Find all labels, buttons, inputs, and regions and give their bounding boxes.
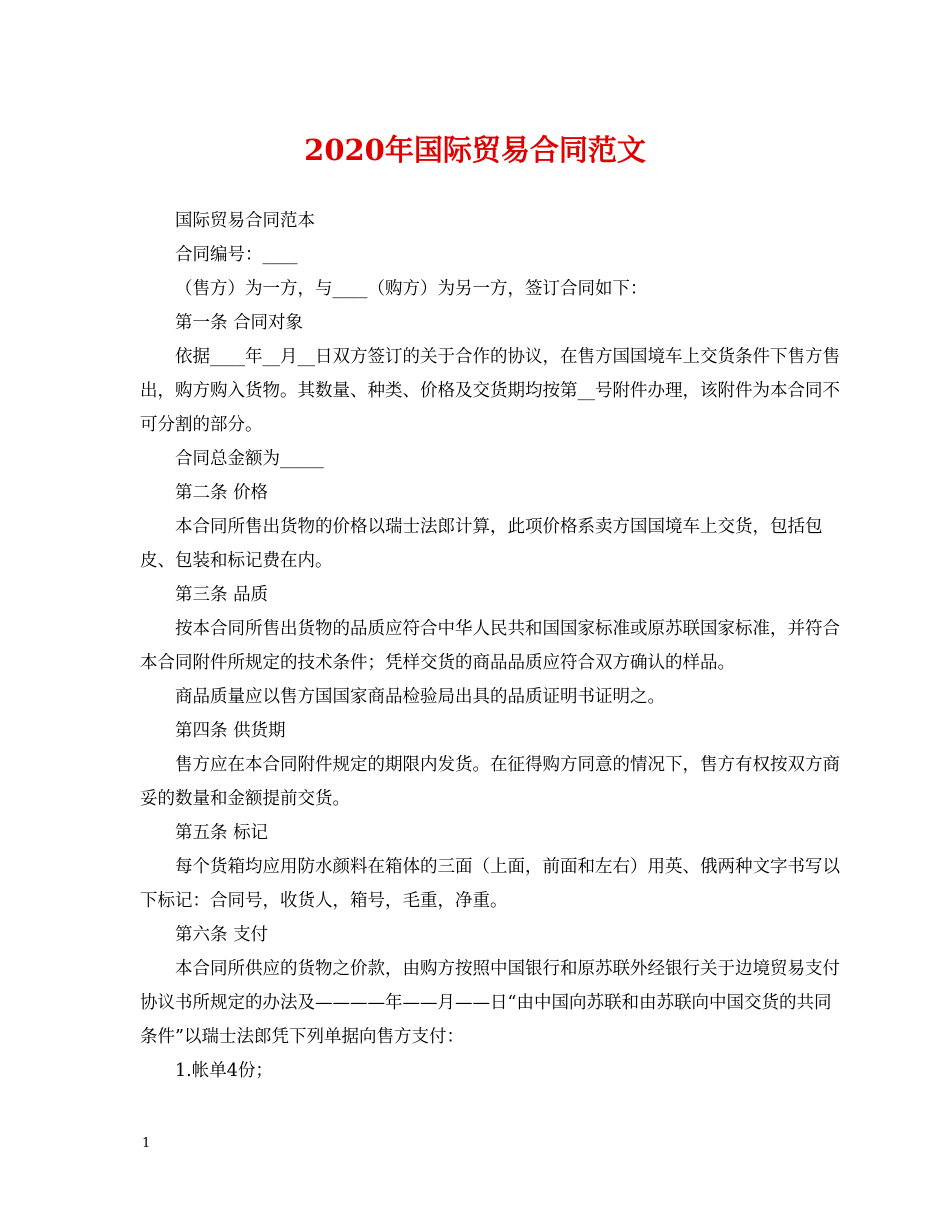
paragraph: 国际贸易合同范本 bbox=[175, 211, 315, 231]
paragraph: 按本合同所售出货物的品质应符合中华人民共和国国家标准或原苏联国家标准，并符合本合同附件所规定的技术条件；凭样交货的商品品质应符合双方确认的样品。 bbox=[140, 619, 840, 673]
section-heading: 第一条 合同对象 bbox=[175, 313, 304, 333]
paragraph: 依据____年__月__日双方签订的关于合作的协议，在售方国国境车上交货条件下售方售出，购方购入货物。其数量、种类、价格及交货期均按第__号附件办理，该附件为本合同不可分割的部分。 bbox=[140, 347, 840, 435]
paragraph: （售方）为一方，与____（购方）为另一方，签订合同如下： bbox=[175, 279, 648, 299]
paragraph: 合同总金额为_____ bbox=[175, 449, 324, 469]
section-heading: 第三条 品质 bbox=[175, 585, 269, 605]
paragraph: 本合同所售出货物的价格以瑞士法郎计算，此项价格系卖方国国境车上交货，包括包皮、包装和标记费在内。 bbox=[140, 517, 823, 571]
section-heading: 第四条 供货期 bbox=[175, 721, 286, 741]
paragraph: 售方应在本合同附件规定的期限内发货。在征得购方同意的情况下，售方有权按双方商妥的数量和金额提前交货。 bbox=[140, 755, 840, 809]
section-heading: 第六条 支付 bbox=[175, 925, 269, 945]
paragraph: 每个货箱均应用防水颜料在箱体的三面（上面，前面和左右）用英、俄两种文字书写以下标记：合同号，收货人，箱号，毛重，净重。 bbox=[140, 857, 840, 911]
list-item: 1.帐单4份； bbox=[175, 1061, 273, 1081]
paragraph: 本合同所供应的货物之价款，由购方按照中国银行和原苏联外经银行关于边境贸易支付协议书所规定的办法及————年——月——日“由中国向苏联和由苏联向中国交货的共同条件”以瑞士法郎凭下列单据向售方支付： bbox=[140, 959, 840, 1047]
paragraph: 商品质量应以售方国国家商品检验局出具的品质证明书证明之。 bbox=[175, 687, 665, 707]
document-body bbox=[140, 204, 840, 1088]
section-heading: 第二条 价格 bbox=[175, 483, 269, 503]
document-title: 2020年国际贸易合同范文 bbox=[304, 133, 646, 167]
section-heading: 第五条 标记 bbox=[175, 823, 269, 843]
paragraph: 合同编号：____ bbox=[175, 245, 298, 265]
page-number: 1 bbox=[142, 1136, 151, 1151]
